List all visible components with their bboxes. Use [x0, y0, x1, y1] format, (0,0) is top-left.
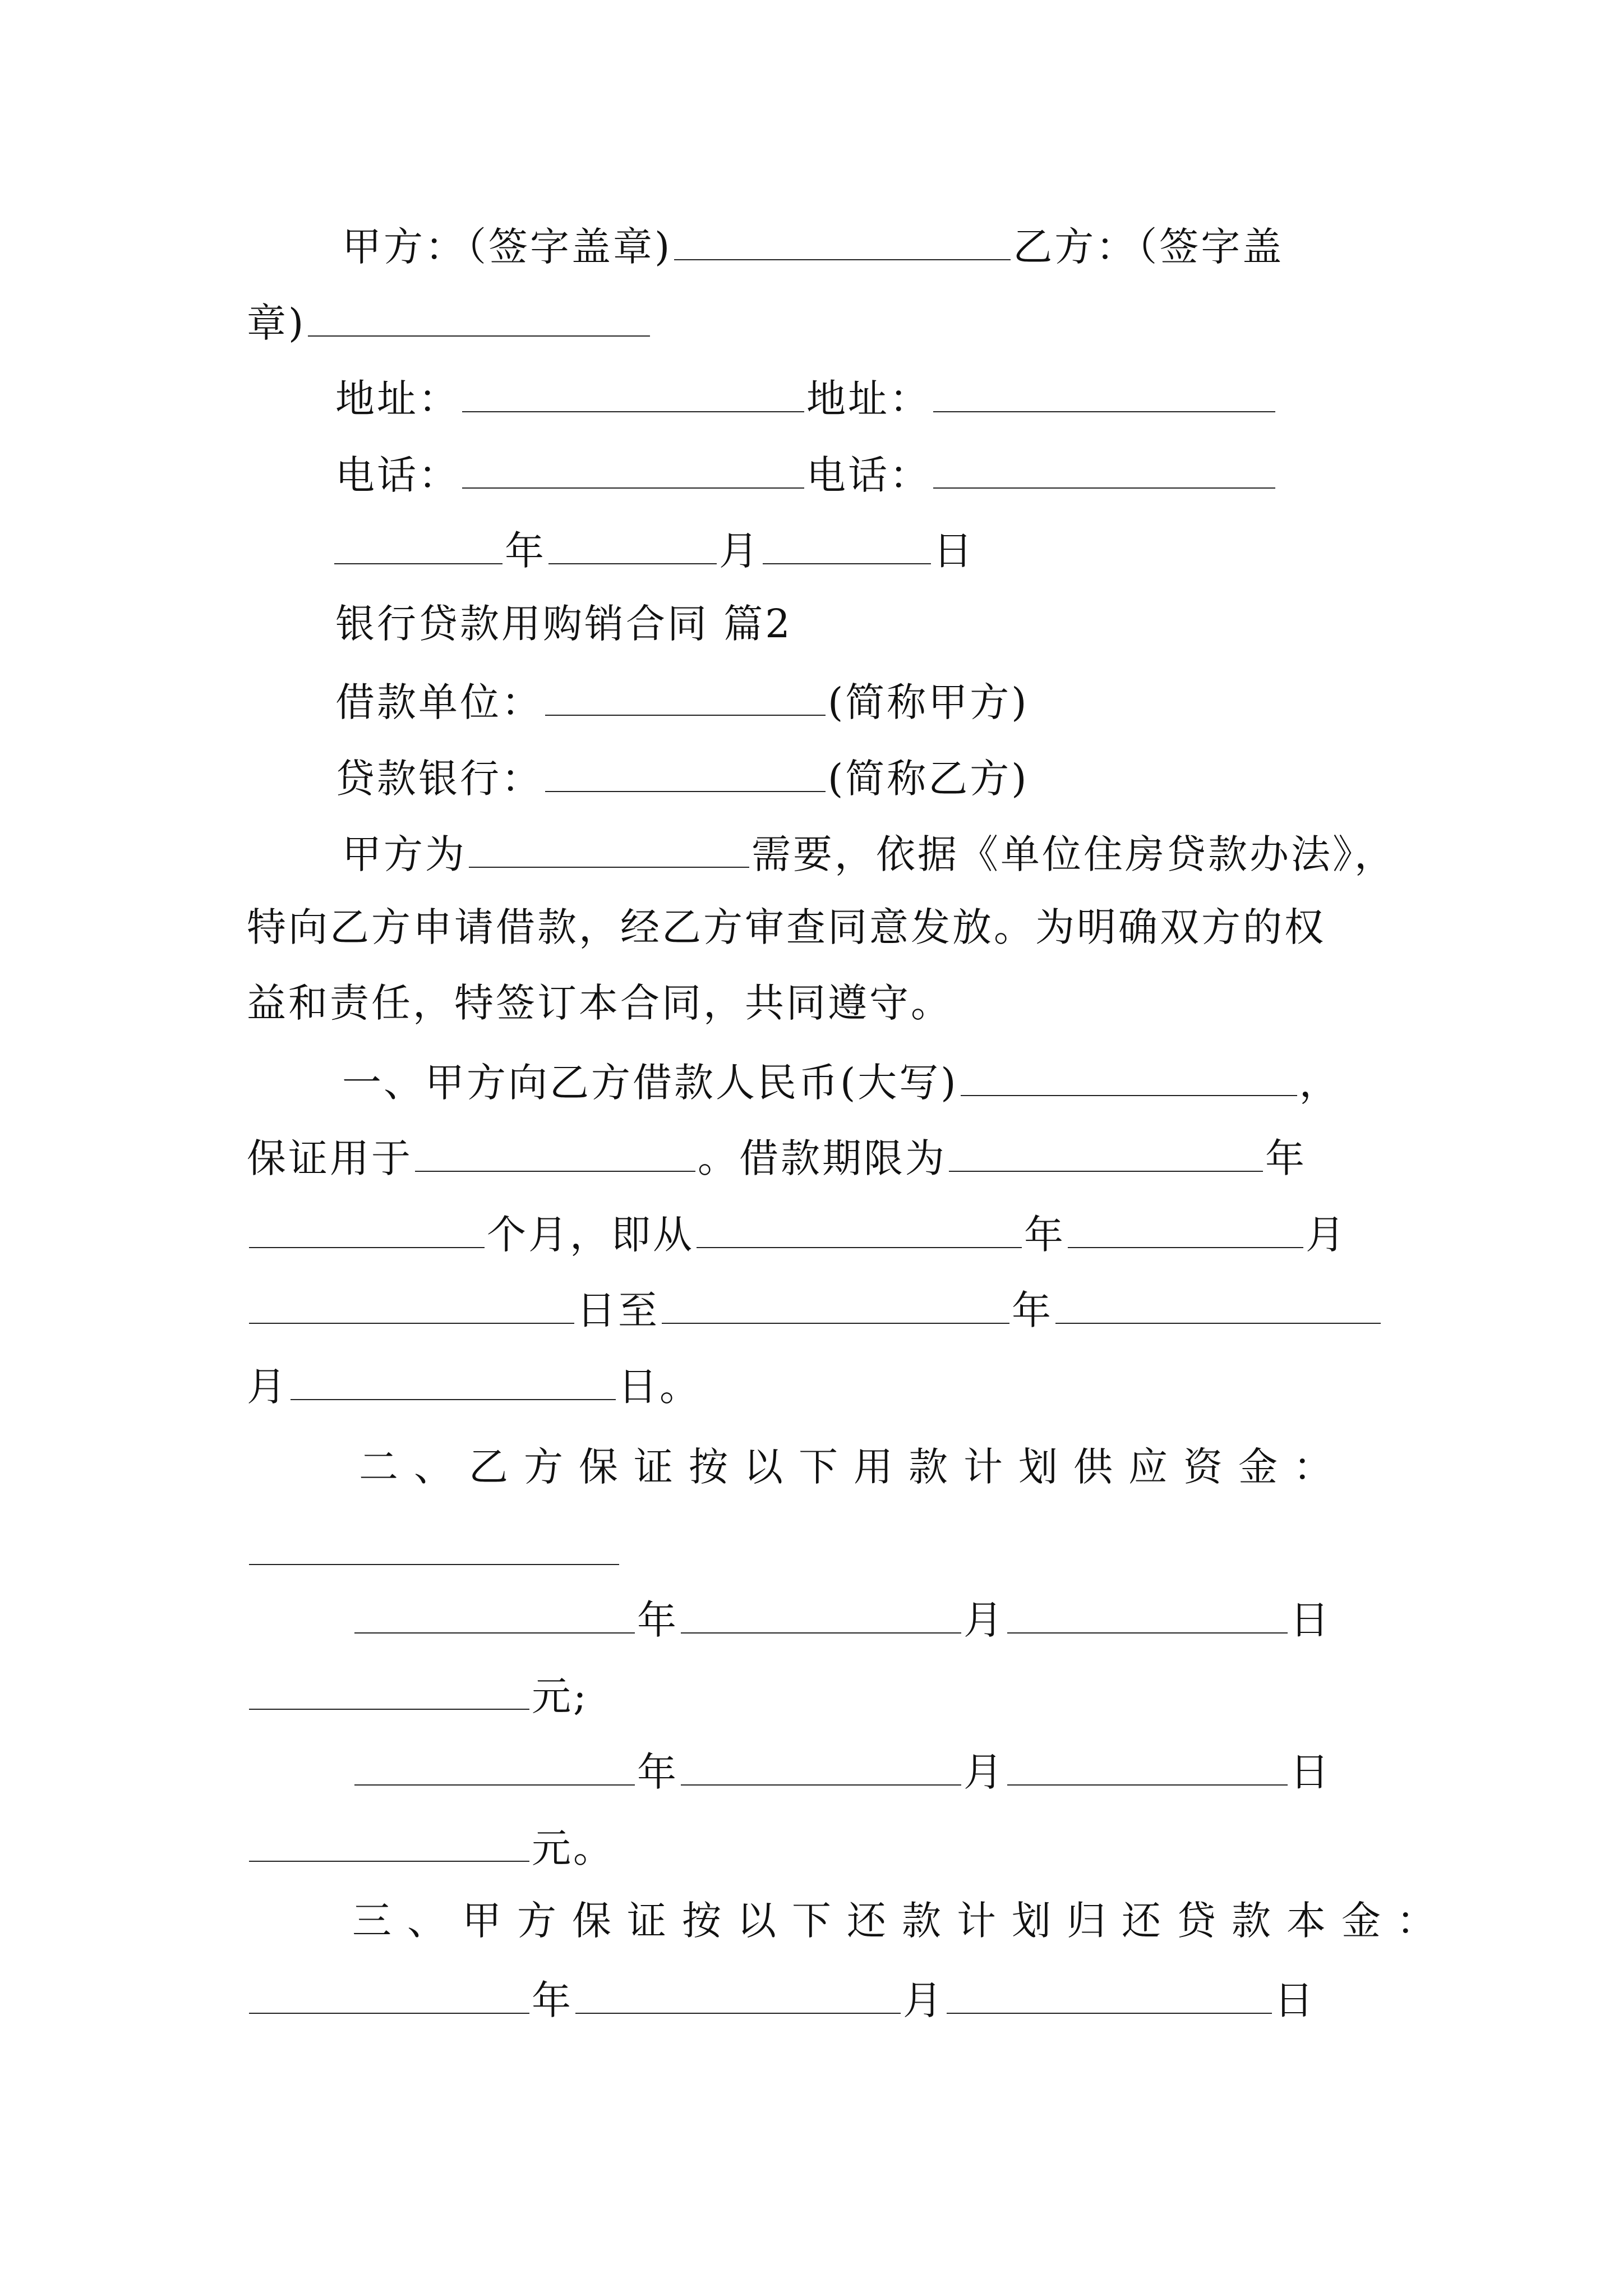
clause1-line-2	[247, 1127, 1307, 1183]
clause3-day-blank	[947, 1969, 1272, 2014]
date-day-label: 日	[933, 528, 975, 574]
clause1-months-label: 个月，即从	[487, 1212, 694, 1258]
clause2-day-label-1: 日	[1290, 1597, 1331, 1643]
address-b-blank	[933, 367, 1275, 412]
party-b-signature-blank	[308, 292, 650, 337]
signature-party-b-row	[247, 292, 652, 348]
clause2-yuan-label-2: 元。	[532, 1825, 615, 1871]
clause1-use-blank	[415, 1127, 695, 1172]
borrower-suffix: (简称甲方)	[828, 679, 1029, 725]
clause3-year-blank	[249, 1969, 529, 2014]
clause2-day-label-2: 日	[1290, 1749, 1331, 1795]
clause1-months-blank	[249, 1203, 485, 1248]
clause2-yuan-label-1: 元;	[532, 1673, 589, 1719]
clause1-comma: ，	[1299, 1060, 1341, 1106]
clause1-end-month-blank	[1055, 1279, 1381, 1324]
bank-row	[335, 747, 1029, 803]
phone-row	[335, 444, 1278, 500]
clause2-month-blank-2	[681, 1741, 961, 1786]
clause1-start-day-blank	[249, 1279, 574, 1324]
clause2-month-label-1: 月	[963, 1597, 1005, 1643]
clause2-amount-1	[247, 1665, 589, 1721]
clause1-start-year-blank	[697, 1203, 1022, 1248]
clause1-end-year-blank	[662, 1279, 1009, 1324]
clause1-line-1	[342, 1051, 1341, 1107]
intro-prefix: 甲方为	[342, 831, 467, 877]
address-b-label: 地址：	[806, 376, 931, 422]
clause2-month-blank-1	[681, 1589, 961, 1634]
clause3-day-label: 日	[1274, 1977, 1316, 2023]
phone-b-blank	[933, 444, 1275, 489]
intro-line-1	[342, 823, 1396, 879]
clause2-year-label-2: 年	[637, 1749, 679, 1795]
signature-party-a-row	[342, 215, 1284, 272]
clause2-yuan-blank-1	[249, 1665, 529, 1710]
clause1-day-to-label: 日至	[577, 1287, 660, 1333]
clause1-line-3	[247, 1203, 1347, 1259]
clause2-year-blank-1	[354, 1589, 635, 1634]
clause1-end-year-label: 年	[1012, 1287, 1053, 1333]
clause3-schedule-1	[247, 1969, 1316, 2025]
bank-suffix: (简称乙方)	[828, 756, 1029, 802]
date-month-blank	[548, 519, 717, 564]
party-a-signature-label: 甲方：（签字盖章)	[342, 224, 672, 270]
phone-b-label: 电话：	[806, 452, 931, 498]
date-day-blank	[763, 519, 931, 564]
clause1-amount-blank	[961, 1051, 1297, 1096]
date-year-label: 年	[505, 528, 546, 574]
clause2-day-blank-2	[1007, 1741, 1288, 1786]
clause2-amount-2	[247, 1817, 615, 1873]
bank-blank	[545, 747, 826, 792]
address-row	[335, 367, 1278, 424]
clause2-year-label-1: 年	[637, 1597, 679, 1643]
clause1-years-blank	[949, 1127, 1263, 1172]
clause1-period-label: 。借款期限为	[698, 1135, 947, 1181]
intro-line-2: 特向乙方申请借款，经乙方审查同意发放。为明确双方的权	[247, 904, 1326, 950]
signature-date-row	[332, 519, 975, 576]
clause3-month-label: 月	[903, 1977, 944, 2023]
party-b-signature-label: 乙方：（签字盖	[1013, 224, 1284, 270]
phone-a-blank	[462, 444, 804, 489]
party-b-signature-label-cont: 章)	[247, 300, 306, 346]
address-a-label: 地址：	[335, 376, 460, 422]
clause2-schedule-1	[352, 1589, 1331, 1645]
clause2-year-blank-2	[354, 1741, 635, 1786]
intro-line-3: 益和责任，特签订本合同，共同遵守。	[247, 980, 952, 1026]
bank-label: 贷款银行：	[335, 756, 543, 802]
intro-suffix: 需要，依据《单位住房贷款办法》，	[751, 831, 1396, 877]
phone-a-label: 电话：	[335, 452, 460, 498]
party-a-signature-blank	[674, 215, 1011, 260]
clause3-month-blank	[575, 1969, 901, 2014]
date-year-blank	[334, 519, 502, 564]
clause1-line-4	[247, 1279, 1383, 1335]
clause1-line-5	[247, 1355, 701, 1411]
clause1-end-month-label: 月	[247, 1364, 288, 1410]
clause1-start-month-blank	[1068, 1203, 1303, 1248]
clause1-end-day-blank	[291, 1355, 616, 1400]
borrower-blank	[545, 671, 826, 716]
clause2-heading-blank-row	[247, 1520, 621, 1576]
clause2-day-blank-1	[1007, 1589, 1288, 1634]
address-a-blank	[462, 367, 804, 412]
clause1-end-day-label: 日。	[618, 1364, 701, 1410]
clause2-month-label-2: 月	[963, 1749, 1005, 1795]
clause2-schedule-2	[352, 1741, 1331, 1797]
clause2-yuan-blank-2	[249, 1817, 529, 1862]
date-month-label: 月	[719, 528, 760, 574]
clause1-start-year-label: 年	[1024, 1212, 1066, 1258]
clause1-year-label: 年	[1265, 1135, 1307, 1181]
clause3-year-label: 年	[532, 1977, 573, 2023]
clause1-text: 一、甲方向乙方借款人民币(大写)	[342, 1060, 958, 1106]
intro-purpose-blank	[469, 823, 749, 868]
clause2-heading: 二、乙方保证按以下用款计划供应资金：	[359, 1444, 1348, 1490]
borrower-label: 借款单位：	[335, 679, 543, 725]
clause1-start-month-label: 月	[1306, 1212, 1347, 1258]
clause3-heading: 三、甲方保证按以下还款计划归还贷款本金：	[352, 1898, 1451, 1944]
section-title: 银行贷款用购销合同 篇2	[335, 601, 792, 647]
clause1-guarantee-label: 保证用于	[247, 1135, 413, 1181]
clause2-funds-blank	[249, 1520, 619, 1565]
borrower-row	[335, 671, 1029, 727]
